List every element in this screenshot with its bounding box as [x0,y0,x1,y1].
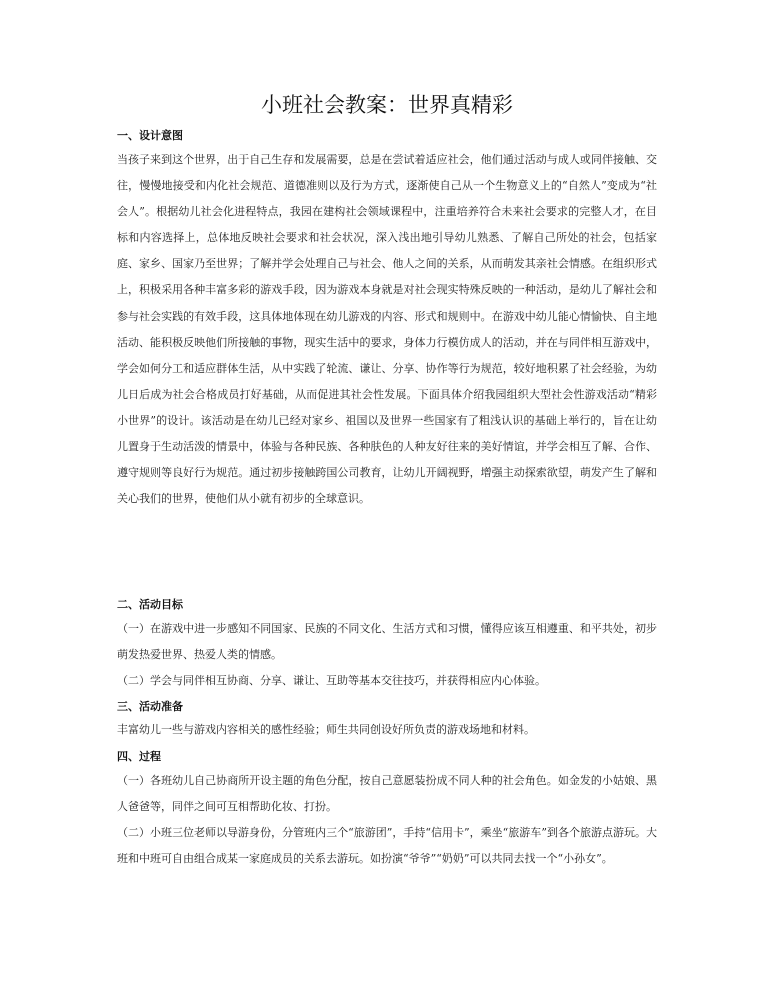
goal-item-2: （二）学会与同伴相互协商、分享、谦让、互助等基本交往技巧，并获得相应内心体验。 [117,674,546,687]
document-title: 小班社会教案：世界真精彩 [261,93,513,117]
section-heading-process: 四、过程 [117,750,161,763]
preparation-paragraph: 丰富幼儿一些与游戏内容相关的感性经验；师生共同创设好所负责的游戏场地和材料。 [117,723,535,736]
process-step-2: （二）小班三位老师以导游身份，分管班内三个“旅游团”，手持“信用卡”，乘坐“旅游车”到各个旅游点游玩。大班和中班可自由组合成某一家庭成员的关系去游玩。如扮演“爷爷”“奶奶”可以共同去找一个“小孙女”。 [117,826,657,866]
design-intent-paragraph: 当孩子来到这个世界，出于自己生存和发展需要，总是在尝试着适应社会，他们通过活动与成人或同伴接触、交往，慢慢地接受和内化社会规范、道德准则以及行为方式，逐渐使自己从一个生物意义上的“自然人”变成为“社会人”。根据幼儿社会化进程特点，我园在建构社会领域课程中，注重培养符合未来社会要求的完整人才，在目标和内容选择上，总体地反映社会要求和社会状况，深入浅出地引导幼儿熟悉、了解自己所处的社会，包括家庭、家乡、国家乃至世界；了解并学会处理自己与社会、他人之间的关系，从而萌发其亲社会情感。在组织形式上，积极采用各种丰富多彩的游戏手段，因为游戏本身就是对社会现实特殊反映的一种活动，是幼儿了解社会和参与社会实践的有效手段，这具体地体现在幼儿游戏的内容、形式和规则中。在游戏中幼儿能心情愉快、自主地活动、能积极反映他们所接触的事物，现实生活中的要求，身体力行模仿成人的活动，并在与同伴相互游戏中，学会如何分工和适应群体生活，从中实践了轮流、谦让、分享、协作等行为规范，较好地积累了社会经验，为幼儿日后成为社会合格成员打好基础，从而促进其社会性发展。下面具体介绍我园组织大型社会性游戏活动“精彩小世界”的设计。该活动是在幼儿已经对家乡、祖国以及世界一些国家有了粗浅认识的基础上举行的，旨在让幼儿置身于生动活泼的情景中，体验与各种民族、各种肤色的人种友好往来的美好情谊，并学会相互了解、合作、遵守规则等良好行为规范。通过初步接触跨国公司教育，让幼儿开阔视野，增强主动探索欲望，萌发产生了解和关心我们的世界，使他们从小就有初步的全球意识。 [117,153,657,506]
goal-item-1: （一）在游戏中进一步感知不同国家、民族的不同文化、生活方式和习惯，懂得应该互相遵重、和平共处，初步萌发热爱世界、热爱人类的情感。 [117,622,657,662]
process-step-1: （一）各班幼儿自己协商所开设主题的角色分配，按自己意愿装扮成不同人种的社会角色。如金发的小姑娘、黑人爸爸等，同伴之间可互相帮助化妆、打扮。 [117,774,657,814]
section-heading-goals: 二、活动目标 [117,598,183,611]
section-heading-design-intent: 一、设计意图 [117,129,183,142]
section-heading-preparation: 三、活动准备 [117,700,183,713]
